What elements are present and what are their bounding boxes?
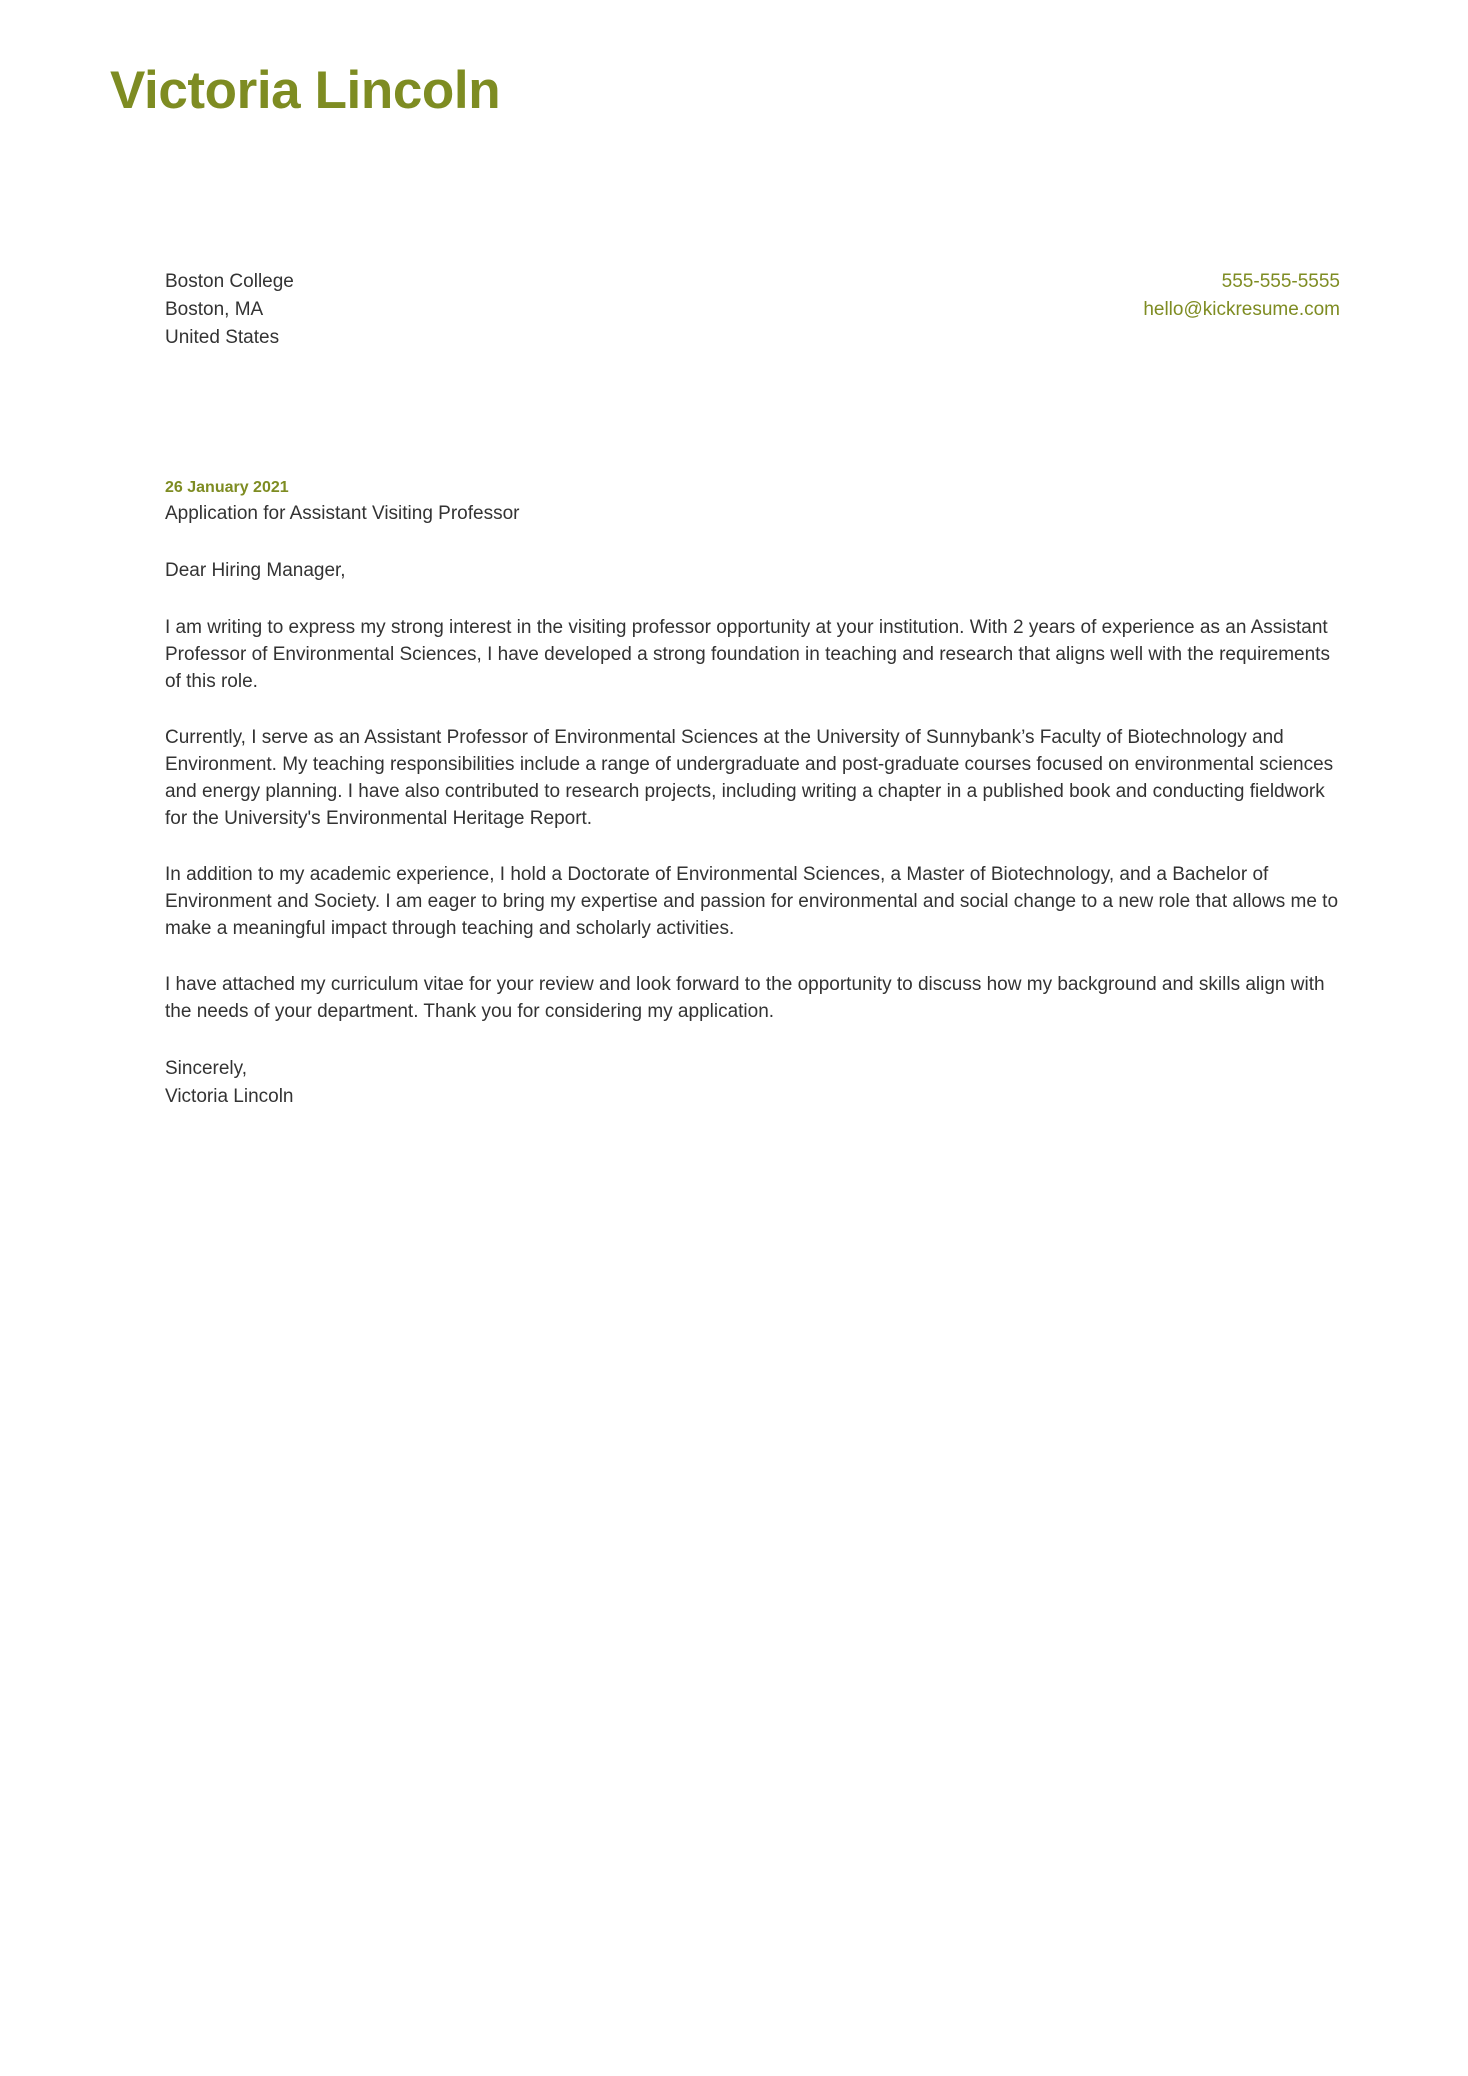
letter-closing-block	[165, 1055, 1340, 1110]
recipient-country: United States	[165, 326, 280, 348]
letter-date: 26 January 2021	[165, 479, 289, 496]
letter-paragraph-4: I have attached my curriculum vitae for your review and look forward to the opportunity to discuss how my background and skills align with the needs of your department. Thank you for considering my application.	[165, 974, 1325, 1023]
letter-paragraph-3: In addition to my academic experience, I hold a Doctorate of Environmental Sciences, a Master of Biotechnology, and a Bachelor of Environment and Society. I am eager to bring my expertise and passion for environmental and social change to a new role that allows me to make a meaningful impact through teaching and scholarly activities.	[165, 864, 1339, 940]
letter-subject-line: Application for Assistant Visiting Professor	[165, 502, 520, 524]
signature-name: Victoria Lincoln	[165, 1085, 294, 1107]
recipient-address-block	[165, 268, 294, 352]
letter-header	[110, 62, 1360, 120]
candidate-name: Victoria Lincoln	[110, 61, 501, 120]
address-contact-row	[165, 268, 1340, 352]
letter-body	[165, 477, 1340, 1111]
recipient-organization: Boston College	[165, 271, 294, 292]
closing-phrase: Sincerely,	[165, 1058, 248, 1080]
contact-phone[interactable]: 555-555-5555	[1221, 271, 1340, 292]
recipient-city-state: Boston, MA	[165, 298, 264, 320]
letter-paragraph-2: Currently, I serve as an Assistant Professor of Environmental Sciences at the University of Sunnybank’s Faculty of Biotechnology and Environment. My teaching responsibilities include a range of undergraduate and post-graduate courses focused on environmental sciences and energy planning. I have also contributed to research projects, including writing a chapter in a published book and conducting fieldwork for the University's Environmental Heritage Report.	[165, 726, 1334, 830]
contact-email[interactable]: hello@kickresume.com	[1143, 298, 1340, 320]
letter-paragraph-1: I am writing to express my strong interest in the visiting professor opportunity at your institution. With 2 years of experience as an Assistant Professor of Environmental Sciences, I have developed a strong foundation in teaching and research that aligns well with the requirements of this role.	[165, 616, 1330, 692]
sender-contact-block	[1143, 268, 1340, 324]
letter-salutation: Dear Hiring Manager,	[165, 560, 346, 582]
